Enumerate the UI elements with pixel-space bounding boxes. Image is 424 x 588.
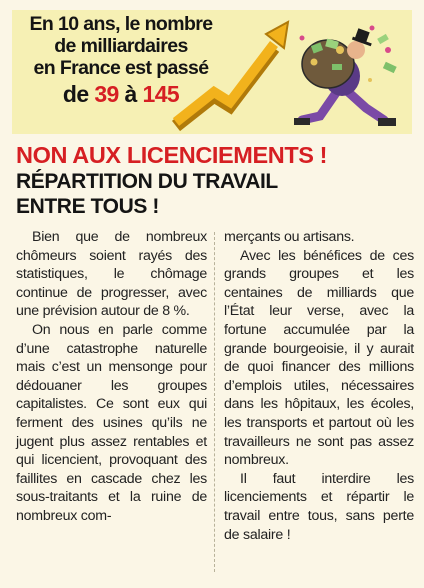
article-paragraph: Avec les bénéfices de ces grands groupes et les centaines de milliards que l’État leur verse, avec la fortune accumulée par la grande bourgeoisie, il y aurait de quoi financer des millions d’emplois utiles, nécessaires dans les hôpitaux, les écoles, les transports et partout où les travailleurs ne sont pas assez nombreux. <box>224 247 414 469</box>
billionaires-from-value: 39 <box>94 81 119 107</box>
article-paragraph: Il faut interdire les licenciements et répartir le travail entre tous, sans perte de salaire ! <box>224 470 414 543</box>
banner-line-4-prefix: de <box>62 81 95 107</box>
banner-line-4-middle: à <box>118 81 143 107</box>
article-column-left <box>16 228 207 526</box>
article-paragraph: On nous en parle comme d’une catastrophe naturelle mais c’est un mensonge pour dédouaner les groupes capitalistes. Ce sont eux qui ferment des usines qu’ils ne jugent plus assez rentables et qui licencient, provoquant des faillites en cascade chez les sous-traitants et la ruine de nombreux com- <box>16 321 207 524</box>
banner-line-1: En 10 ans, le nombre <box>29 13 213 35</box>
headline-black <box>16 169 416 219</box>
article-paragraph: Bien que de nombreux chômeurs soient rayés des statistiques, le chômage continue de progresser, avec une prévision autour de 8 %. <box>16 229 207 320</box>
column-divider <box>214 232 215 572</box>
money-bag-icon <box>302 39 354 88</box>
banner-line-2: de milliardaires <box>54 35 188 57</box>
running-capitalist-icon <box>294 26 397 127</box>
billionaires-to-value: 145 <box>142 81 180 107</box>
headline-black-line-2: ENTRE TOUS ! <box>16 195 159 218</box>
banner-line-4 <box>16 79 226 109</box>
headline <box>16 141 416 219</box>
article-column-right <box>224 228 414 544</box>
headline-black-line-1: RÉPARTITION DU TRAVAIL <box>16 170 278 193</box>
headline-red: NON AUX LICENCIEMENTS ! <box>16 142 328 168</box>
banner-line-3: en France est passé <box>33 57 209 79</box>
banner-text <box>16 13 226 109</box>
article-paragraph: merçants ou artisans. <box>224 229 355 245</box>
